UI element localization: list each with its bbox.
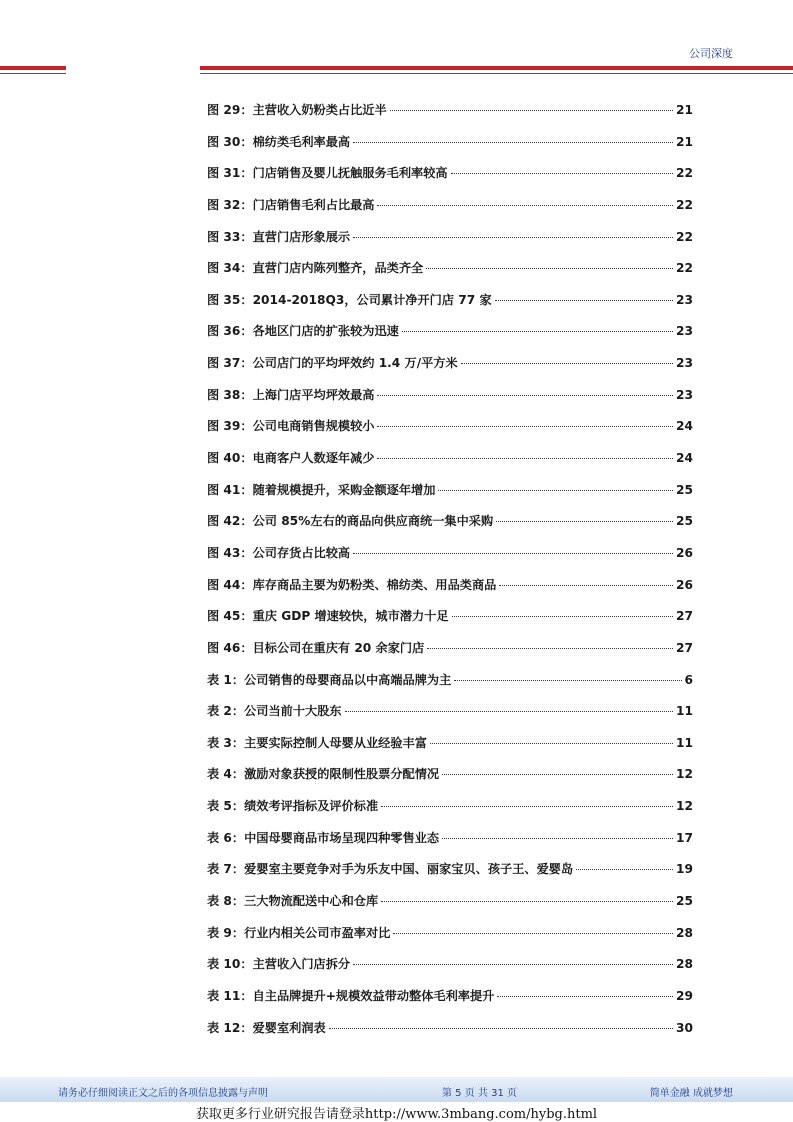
toc-dot-leader: [451, 173, 673, 174]
toc-entry-title: 表 3：主要实际控制人母婴从业经验丰富: [207, 735, 427, 750]
toc-entry-page: 22: [676, 229, 693, 244]
toc-entry-title: 图 31：门店销售及婴儿抚触服务毛利率较高: [207, 166, 448, 181]
toc-dot-leader: [499, 585, 673, 586]
toc-entry[interactable]: [207, 606, 693, 638]
footer-disclaimer: 请务必仔细阅读正文之后的各项信息披露与声明: [58, 1088, 268, 1099]
toc-entry-page: 27: [676, 609, 693, 624]
toc-entry-title: 图 42：公司 85%左右的商品向供应商统一集中采购: [207, 514, 494, 529]
toc-entry-title: 图 38：上海门店平均坪效最高: [207, 387, 375, 402]
toc-dot-leader: [393, 933, 673, 934]
toc-entry[interactable]: [207, 258, 693, 290]
toc-entry-title: 图 46：目标公司在重庆有 20 余家门店: [207, 640, 425, 655]
toc-entry-title: 图 39：公司电商销售规模较小: [207, 419, 375, 434]
toc-entry[interactable]: [207, 163, 693, 195]
toc-entry[interactable]: [207, 480, 693, 512]
toc-entry[interactable]: [207, 670, 693, 702]
toc-entry-title: 表 2：公司当前十大股东: [207, 704, 342, 719]
toc-entry-title: 图 34：直营门店内陈列整齐，品类齐全: [207, 261, 424, 276]
toc-entry[interactable]: [207, 986, 693, 1018]
toc-entry[interactable]: [207, 796, 693, 828]
toc-dot-leader: [402, 331, 673, 332]
toc-entry-title: 表 9：行业内相关公司市盈率对比: [207, 925, 391, 940]
toc-dot-leader: [461, 363, 673, 364]
toc-entry-page: 23: [676, 356, 693, 371]
toc-dot-leader: [576, 869, 673, 870]
header-rule-left-thin: [0, 73, 66, 74]
toc-entry-page: 22: [676, 261, 693, 276]
header-rule-right-thin: [200, 73, 793, 74]
toc-entry-title: 图 30：棉纺类毛利率最高: [207, 134, 351, 149]
toc-dot-leader: [390, 110, 673, 111]
toc-entry-title: 图 35：2014-2018Q3，公司累计净开门店 77 家: [207, 292, 492, 307]
toc-entry-title: 表 10：主营收入门店拆分: [207, 957, 351, 972]
toc-entry-page: 21: [676, 103, 693, 117]
toc-dot-leader: [377, 395, 673, 396]
toc-dot-leader: [353, 553, 673, 554]
toc-dot-leader: [438, 490, 673, 491]
toc-entry-page: 24: [676, 419, 693, 434]
toc-entry-title: 表 5：绩效考评指标及评价标准: [207, 799, 379, 814]
toc-dot-leader: [345, 711, 673, 712]
toc-dot-leader: [442, 774, 673, 775]
toc-dot-leader: [497, 996, 673, 997]
toc-entry-page: 23: [676, 387, 693, 402]
toc-entry-page: 22: [676, 166, 693, 181]
toc-entry-title: 图 33：直营门店形象展示: [207, 229, 351, 244]
toc-entry[interactable]: [207, 448, 693, 480]
toc-entry[interactable]: [207, 891, 693, 923]
source-notice[interactable]: 获取更多行业研究报告请登录http://www.3mbang.com/hybg.html: [195, 1107, 598, 1122]
toc-entry-title: 图 32：门店销售毛利占比最高: [207, 197, 375, 212]
toc-entry-page: 11: [676, 735, 693, 750]
toc-dot-leader: [381, 806, 673, 807]
toc-dot-leader: [454, 680, 681, 681]
toc-entry[interactable]: [207, 385, 693, 417]
toc-entry-title: 图 41：随着规模提升，采购金额逐年增加: [207, 482, 436, 497]
toc-entry-page: 12: [676, 767, 693, 782]
header-rule-left: [0, 66, 66, 70]
toc-entry[interactable]: [207, 638, 693, 670]
toc-entry[interactable]: [207, 353, 693, 385]
toc-entry-page: 23: [676, 324, 693, 339]
toc-entry-title: 表 12：爱婴室利润表: [207, 1020, 326, 1035]
toc-entry-title: 表 8：三大物流配送中心和仓库: [207, 894, 379, 909]
toc-entry-title: 表 11：自主品牌提升+规模效益带动整体毛利率提升: [207, 988, 495, 1003]
toc-entry[interactable]: [207, 321, 693, 353]
toc-entry-page: 25: [676, 482, 693, 497]
toc-entry-title: 图 43：公司存货占比较高: [207, 545, 351, 560]
toc-entry[interactable]: [207, 290, 693, 322]
toc-entry-page: 6: [684, 672, 693, 687]
header-rule-right: [200, 66, 793, 70]
toc-entry-page: 23: [676, 292, 693, 307]
toc-dot-leader: [377, 205, 673, 206]
toc-entry-page: 12: [676, 799, 693, 814]
toc-dot-leader: [353, 237, 673, 238]
toc-entry[interactable]: [207, 1018, 693, 1050]
toc-entry-title: 表 6：中国母婴商品市场呈现四种零售业态: [207, 830, 440, 845]
toc-entry[interactable]: [207, 195, 693, 227]
toc-dot-leader: [495, 300, 673, 301]
toc-entry-title: 图 29：主营收入奶粉类占比近半: [207, 103, 387, 117]
toc-entry[interactable]: [207, 701, 693, 733]
toc-dot-leader: [442, 838, 673, 839]
toc-dot-leader: [353, 142, 673, 143]
toc-dot-leader: [353, 964, 673, 965]
toc-dot-leader: [377, 426, 673, 427]
toc-entry-page: 22: [676, 197, 693, 212]
toc-entry[interactable]: [207, 954, 693, 986]
toc-entry[interactable]: [207, 575, 693, 607]
toc-dot-leader: [452, 616, 673, 617]
toc-entry-page: 26: [676, 545, 693, 560]
toc-entry-title: 图 40：电商客户人数逐年减少: [207, 451, 375, 466]
toc-dot-leader: [427, 648, 673, 649]
toc-entry[interactable]: [207, 859, 693, 891]
toc-entry-page: 24: [676, 451, 693, 466]
toc-entry-title: 表 7：爱婴室主要竞争对手为乐友中国、丽家宝贝、孩子王、爱婴岛: [207, 862, 574, 877]
toc-entry[interactable]: [207, 511, 693, 543]
toc-entry-page: 25: [676, 514, 693, 529]
toc-entry-page: 21: [676, 134, 693, 149]
toc-entry-page: 25: [676, 894, 693, 909]
toc-entry[interactable]: [207, 416, 693, 448]
toc-dot-leader: [430, 743, 673, 744]
toc-entry-page: 19: [676, 862, 693, 877]
toc-entry-page: 17: [676, 830, 693, 845]
toc-dot-leader: [496, 521, 673, 522]
toc-entry-page: 26: [676, 577, 693, 592]
table-of-contents: [207, 100, 693, 1049]
toc-entry-title: 表 1：公司销售的母婴商品以中高端品牌为主: [207, 672, 452, 687]
toc-entry[interactable]: [207, 733, 693, 765]
footer-page-info: 第 5 页 共 31 页: [442, 1088, 517, 1099]
toc-entry-page: 27: [676, 640, 693, 655]
toc-entry-title: 图 37：公司店门的平均坪效约 1.4 万/平方米: [207, 356, 458, 371]
toc-dot-leader: [381, 901, 673, 902]
footer-band: [0, 1077, 793, 1102]
toc-entry[interactable]: [207, 227, 693, 259]
toc-dot-leader: [329, 1028, 673, 1029]
toc-entry[interactable]: [207, 828, 693, 860]
toc-entry[interactable]: [207, 100, 693, 132]
toc-entry[interactable]: [207, 764, 693, 796]
toc-entry-title: 图 44：库存商品主要为奶粉类、棉纺类、用品类商品: [207, 577, 497, 592]
toc-entry[interactable]: [207, 543, 693, 575]
toc-entry-title: 图 45：重庆 GDP 增速较快，城市潜力十足: [207, 609, 449, 624]
toc-entry-page: 11: [676, 704, 693, 719]
toc-entry-page: 28: [676, 957, 693, 972]
report-type-label: 公司深度: [689, 47, 733, 60]
toc-entry-page: 30: [676, 1020, 693, 1035]
toc-dot-leader: [377, 458, 673, 459]
toc-dot-leader: [426, 268, 673, 269]
footer-slogan: 简单金融 成就梦想: [649, 1088, 733, 1099]
toc-entry-page: 28: [676, 925, 693, 940]
toc-entry[interactable]: [207, 923, 693, 955]
toc-entry-title: 图 36：各地区门店的扩张较为迅速: [207, 324, 399, 339]
toc-entry-title: 表 4：激励对象获授的限制性股票分配情况: [207, 767, 440, 782]
toc-entry-page: 29: [676, 988, 693, 1003]
toc-entry[interactable]: [207, 132, 693, 164]
